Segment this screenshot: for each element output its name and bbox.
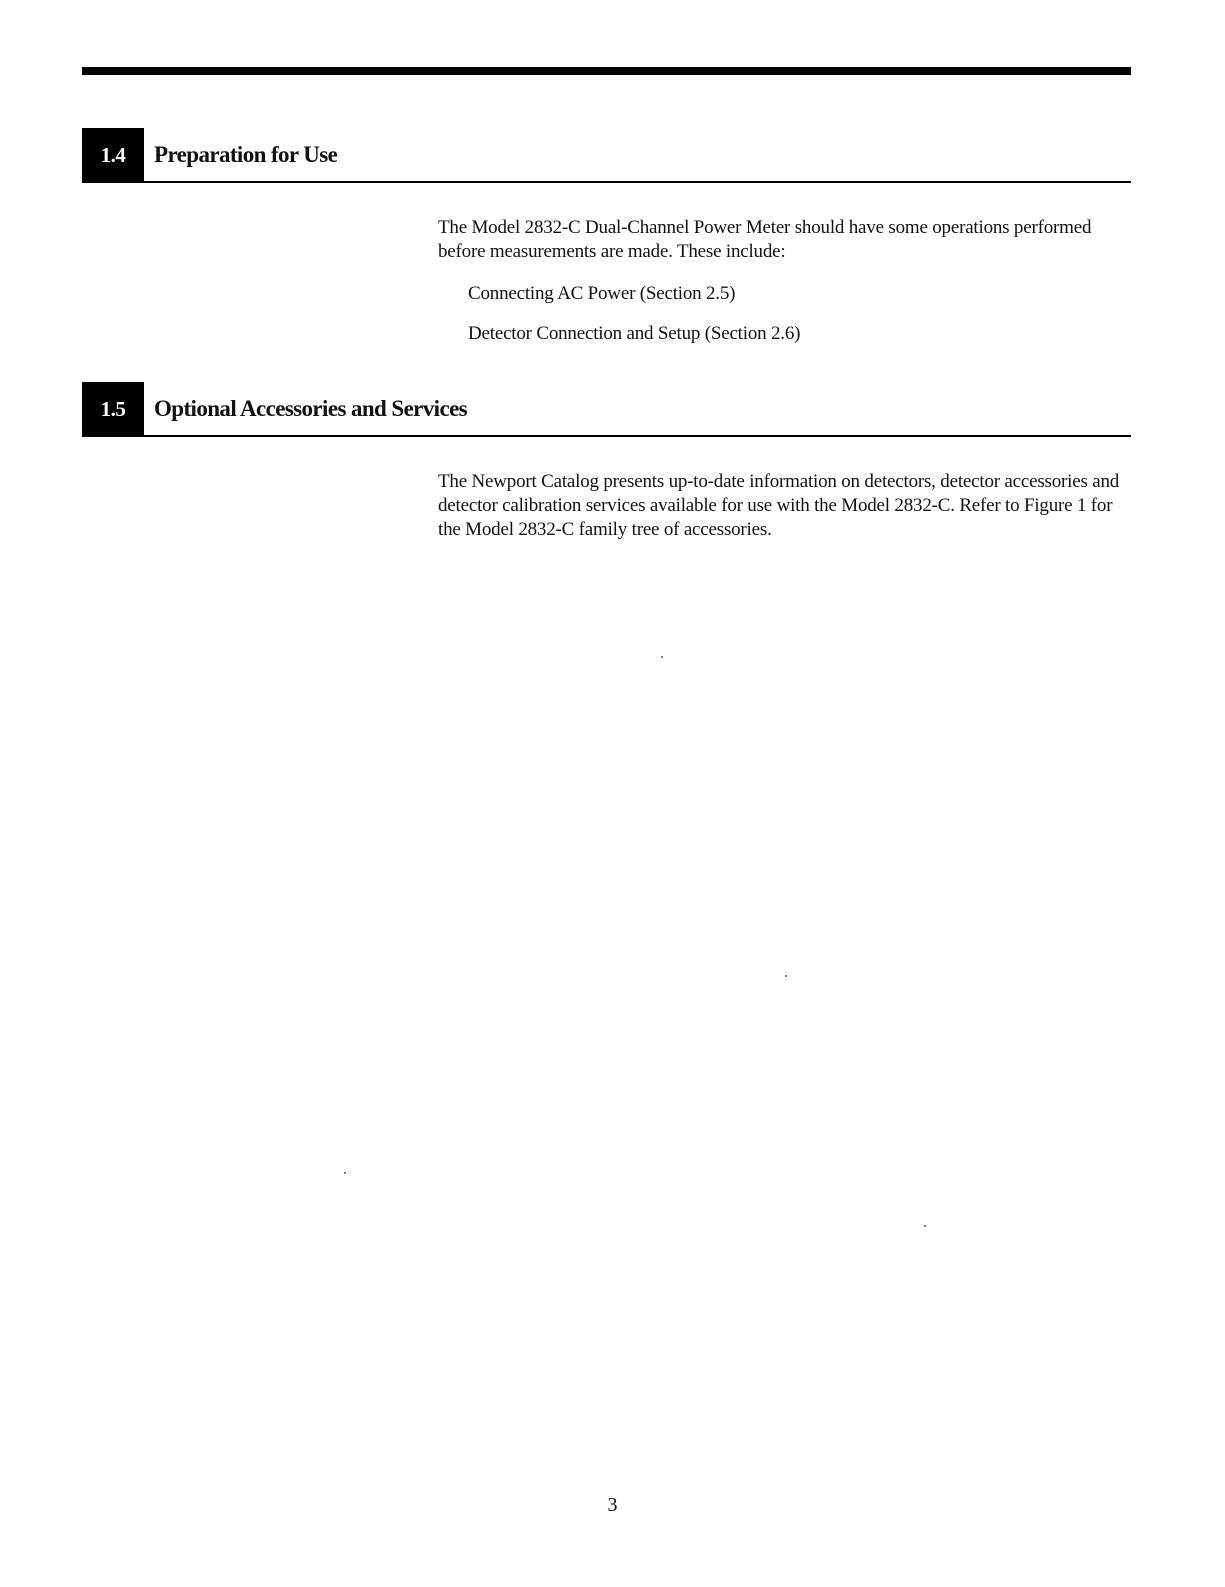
section-title: Preparation for Use (154, 142, 338, 167)
section-paragraph: The Model 2832-C Dual-Channel Power Meter should have some operations performed before measurements are made. These include: (438, 217, 1092, 262)
section-number: 1.5 (82, 382, 144, 437)
list-item: Detector Connection and Setup (Section 2.6) (468, 323, 801, 344)
list-item: Connecting AC Power (Section 2.5) (468, 283, 736, 304)
section-header-1-4 (82, 128, 1131, 183)
section-header-1-5 (82, 382, 1131, 437)
page-number: 3 (607, 1494, 618, 1516)
top-rule (82, 67, 1131, 75)
scan-speck (924, 1225, 926, 1227)
section-number: 1.4 (82, 128, 144, 183)
scan-speck (785, 975, 787, 977)
scan-speck (661, 656, 663, 658)
section-title: Optional Accessories and Services (154, 396, 468, 421)
scan-speck (344, 1172, 346, 1174)
section-paragraph: The Newport Catalog presents up-to-date information on detectors, detector accessories and detector calibration services available for use with the Model 2832-C. Refer to Figure 1 for the Model 2832-C family tree of accessories. (438, 471, 1120, 540)
